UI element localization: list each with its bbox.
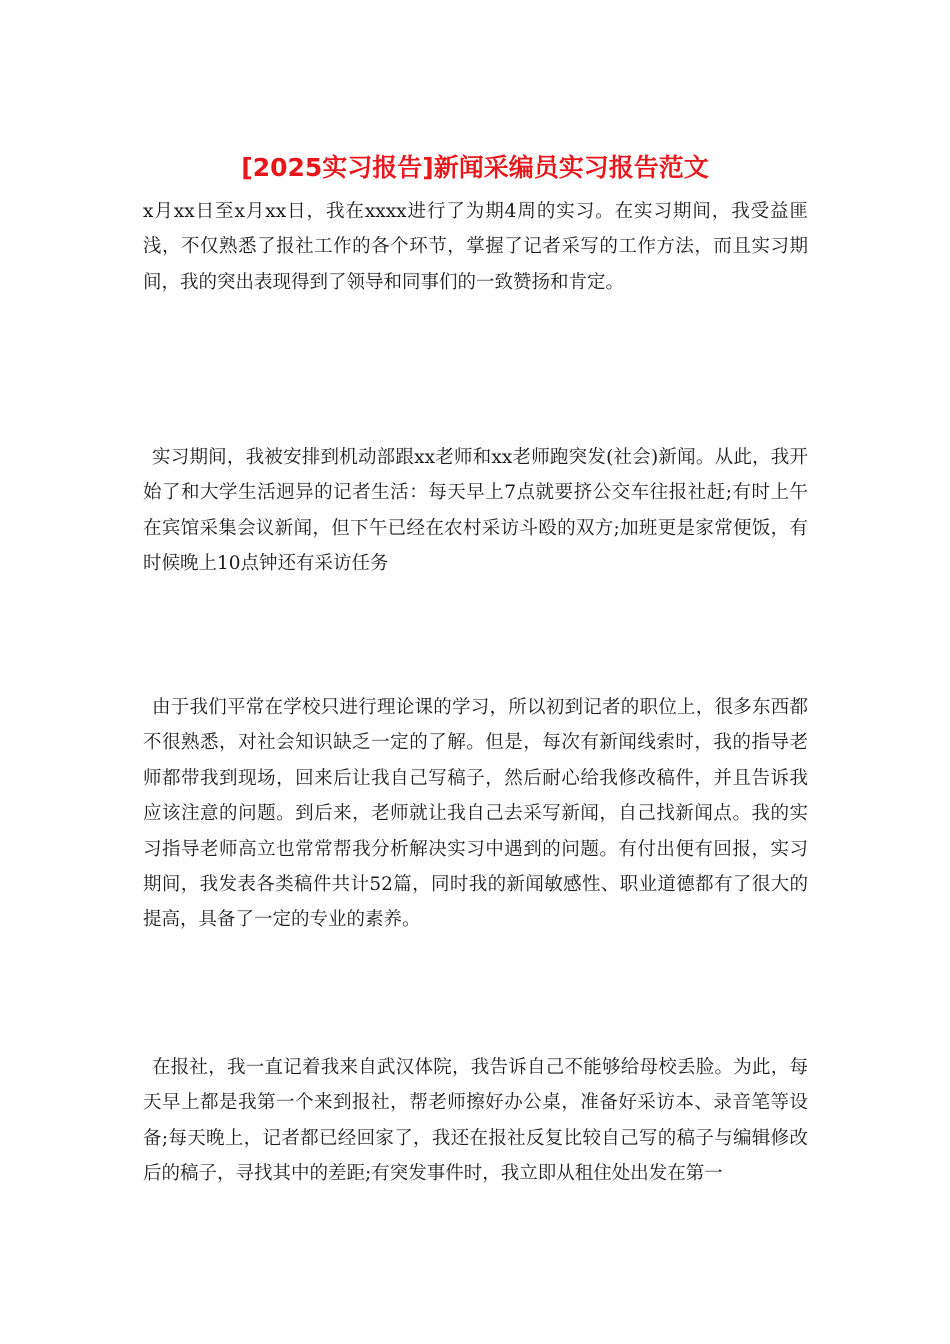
paragraph-assignment: 实习期间，我被安排到机动部跟xx老师和xx老师跑突发(社会)新闻。从此，我开始了和大学生活迥异的记者生活：每天早上7点就要挤公交车往报社赶;有时上午在宾馆采集会议新闻，但下午已经在农村采访斗殴的双方;加班更是家常便饭，有时候晚上10点钟还有采访任务 — [143, 447, 808, 575]
paragraph-dedication: 在报社，我一直记着我来自武汉体院，我告诉自己不能够给母校丢脸。为此，每天早上都是我第一个来到报社，帮老师擦好办公桌，准备好采访本、录音笔等设备;每天晚上，记者都已经回家了，我还在报社反复比较自己写的稿子与编辑修改后的稿子，寻找其中的差距;有突发事件时，我立即从租住处出发在第一 — [143, 1057, 808, 1185]
paragraph-intro: x月xx日至x月xx日，我在xxxx进行了为期4周的实习。在实习期间，我受益匪浅，不仅熟悉了报社工作的各个环节，掌握了记者采写的工作方法，而且实习期间，我的突出表现得到了领导和同事们的一致赞扬和肯定。 — [143, 201, 808, 293]
paragraph-learning: 由于我们平常在学校只进行理论课的学习，所以初到记者的职位上，很多东西都不很熟悉，对社会知识缺乏一定的了解。但是，每次有新闻线索时，我的指导老师都带我到现场，回来后让我自己写稿子，然后耐心给我修改稿件，并且告诉我应该注意的问题。到后来，老师就让我自己去采写新闻，自己找新闻点。我的实习指导老师高立也常常帮我分析解决实习中遇到的问题。有付出便有回报，实习期间，我发表各类稿件共计52篇，同时我的新闻敏感性、职业道德都有了很大的提高，具备了一定的专业的素养。 — [143, 697, 808, 931]
document-title: [2025实习报告]新闻采编员实习报告范文 — [241, 153, 709, 182]
